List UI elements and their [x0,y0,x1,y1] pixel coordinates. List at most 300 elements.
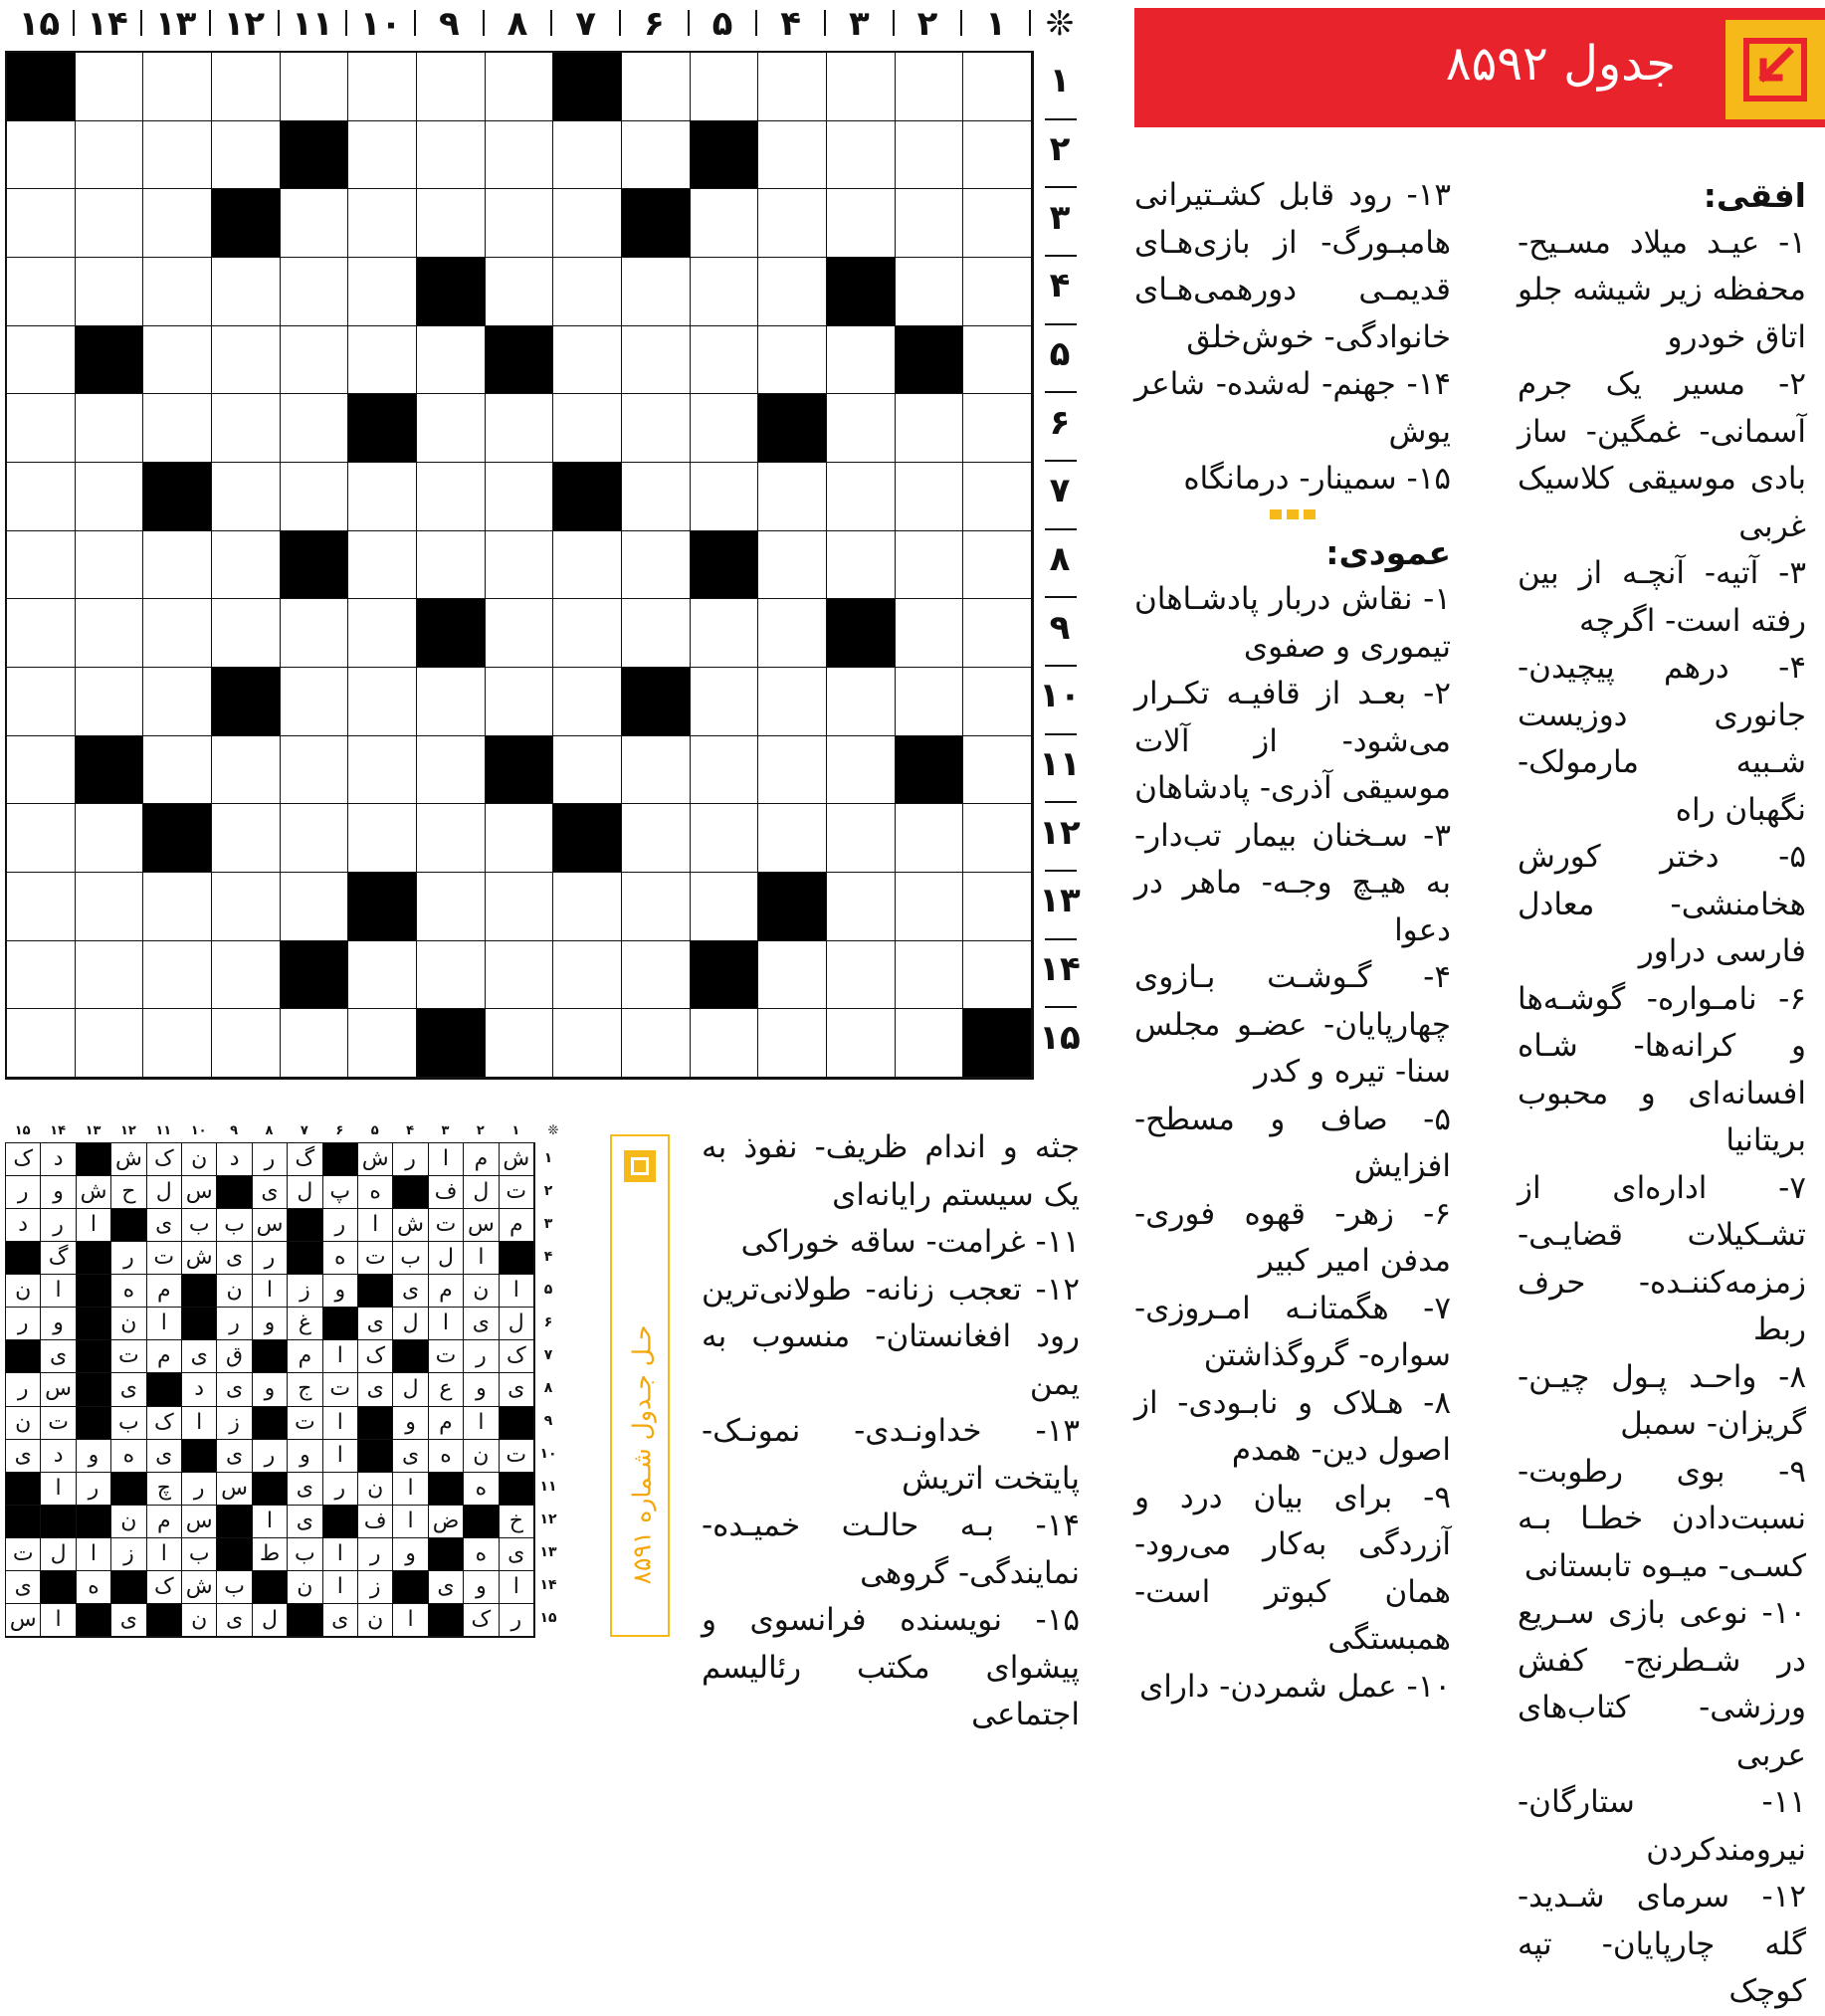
grid-cell[interactable] [691,258,759,326]
clue: ۱۳- خداونـدی- نمونـک- پایتخت اتریش [702,1413,1080,1497]
grid-cell[interactable] [76,531,144,600]
solution-column-number: ۵ [370,1123,379,1138]
grid-cell[interactable] [143,258,212,326]
solution-cell: ب [111,1407,146,1440]
grid-cell[interactable] [486,668,554,736]
black-cell [691,531,759,600]
row-number: ۶ [1049,402,1071,443]
grid-cell[interactable] [486,121,554,190]
grid-cell[interactable] [622,394,691,463]
grid-cell[interactable] [212,941,281,1010]
grid-cell[interactable] [896,941,964,1010]
grid-cell[interactable] [281,1009,349,1078]
solution-cell: ا [323,1407,358,1440]
grid-cell[interactable] [827,668,896,736]
solution-cell: ت [6,1538,41,1571]
grid-cell[interactable] [486,258,554,326]
grid-cell[interactable] [758,53,827,121]
solution-cell: س [6,1604,41,1637]
grid-cell[interactable] [143,1009,212,1078]
solution-black-cell [6,1340,41,1373]
solution-cell: ش [500,1143,534,1176]
grid-cell[interactable] [212,531,281,600]
solution-cell: ا [41,1275,76,1308]
solution-black-cell [111,1571,146,1604]
grid-cell[interactable] [896,1009,964,1078]
grid-cell[interactable] [348,531,417,600]
grid-cell[interactable] [896,121,964,190]
grid-cell[interactable] [553,599,622,668]
solution-cell: ب [217,1209,252,1242]
grid-cell[interactable] [758,258,827,326]
solution-cell: ه [429,1440,464,1473]
grid-cell[interactable] [348,326,417,395]
grid-cell[interactable] [553,873,622,941]
grid-cell[interactable] [417,873,486,941]
grid-cell[interactable] [417,668,486,736]
grid-cell[interactable] [758,121,827,190]
solution-column-number: ۲ [476,1123,485,1138]
row-number: ۳ [1049,197,1071,238]
solution-black-cell [77,1242,111,1275]
grid-cell[interactable] [212,121,281,190]
grid-cell[interactable] [827,121,896,190]
grid-cell[interactable] [486,1009,554,1078]
grid-cell[interactable] [691,736,759,805]
row-separator [1045,801,1077,803]
grid-cell[interactable] [622,463,691,531]
grid-cell[interactable] [486,394,554,463]
grid-cell[interactable] [691,326,759,395]
grid-cell[interactable] [7,668,76,736]
grid-cell[interactable] [691,599,759,668]
solution-cell: ت [500,1440,534,1473]
grid-cell[interactable] [486,941,554,1010]
row-separator [1045,118,1077,120]
grid-cell[interactable] [212,258,281,326]
grid-cell[interactable] [281,804,349,873]
grid-cell[interactable] [553,736,622,805]
grid-cell[interactable] [963,394,1032,463]
clue: ۲- مسیر یک جرم آسمانی- غمگین- ساز بادی موسیقی کلاسیک غربی [1518,366,1806,544]
grid-cell[interactable] [143,189,212,258]
grid-cell[interactable] [896,258,964,326]
solution-cell: س [182,1506,217,1538]
solution-cell: ک [6,1143,41,1176]
grid-cell[interactable] [758,1009,827,1078]
column-number: ۷ [575,4,597,44]
grid-cell[interactable] [622,531,691,600]
grid-cell[interactable] [963,189,1032,258]
grid-cell[interactable] [143,53,212,121]
grid-cell[interactable] [348,804,417,873]
grid-cell[interactable] [7,463,76,531]
row-numbers [1035,51,1085,1076]
grid-cell[interactable] [827,53,896,121]
grid-cell[interactable] [7,258,76,326]
grid-cell[interactable] [758,941,827,1010]
grid-cell[interactable] [963,531,1032,600]
grid-cell[interactable] [963,121,1032,190]
solution-cell: و [464,1373,499,1406]
black-cell [281,941,349,1010]
solution-cell: ی [393,1440,428,1473]
crossword-grid[interactable] [5,51,1034,1080]
grid-cell[interactable] [758,668,827,736]
grid-cell[interactable] [963,941,1032,1010]
grid-cell[interactable] [212,873,281,941]
solution-cell: ا [429,1308,464,1340]
solution-black-cell [500,1473,534,1506]
grid-cell[interactable] [963,258,1032,326]
solution-cell: ا [323,1440,358,1473]
grid-cell[interactable] [76,258,144,326]
grid-cell[interactable] [76,189,144,258]
grid-cell[interactable] [553,326,622,395]
grid-cell[interactable] [622,736,691,805]
solution-cell: س [464,1209,499,1242]
grid-cell[interactable] [143,736,212,805]
solution-black-cell [288,1604,322,1637]
grid-cell[interactable] [963,873,1032,941]
column-number: ۲ [916,4,938,44]
grid-cell[interactable] [758,189,827,258]
grid-cell[interactable] [486,53,554,121]
row-number: ۲ [1049,129,1071,169]
grid-cell[interactable] [417,531,486,600]
grid-cell[interactable] [417,189,486,258]
row-separator [1045,186,1077,188]
solution-cell: ن [217,1275,252,1308]
grid-cell[interactable] [486,599,554,668]
grid-cell[interactable] [143,326,212,395]
grid-cell[interactable] [76,53,144,121]
solution-row-number: ۹ [543,1413,553,1430]
grid-cell[interactable] [827,326,896,395]
grid-cell[interactable] [348,668,417,736]
grid-cell[interactable] [691,189,759,258]
solution-cell: ا [464,1242,499,1275]
solution-label-box [610,1134,670,1637]
grid-cell[interactable] [486,189,554,258]
grid-cell[interactable] [622,599,691,668]
solution-row-number: ۱۰ [539,1446,557,1463]
grid-cell[interactable] [7,873,76,941]
solution-cell: ر [77,1473,111,1506]
solution-black-cell [253,1473,288,1506]
grid-cell[interactable] [76,668,144,736]
grid-cell[interactable] [143,531,212,600]
grid-cell[interactable] [143,941,212,1010]
grid-cell[interactable] [76,463,144,531]
black-cell [76,736,144,805]
solution-cell: د [6,1209,41,1242]
solution-cell: ا [77,1209,111,1242]
grid-cell[interactable] [76,873,144,941]
black-cell [553,53,622,121]
row-number: ۱۵ [1039,1017,1081,1058]
grid-cell[interactable] [827,394,896,463]
row-number: ۱۲ [1039,812,1081,853]
grid-cell[interactable] [553,1009,622,1078]
grid-cell[interactable] [691,804,759,873]
grid-cell[interactable] [417,53,486,121]
grid-cell[interactable] [553,668,622,736]
solution-black-cell [77,1340,111,1373]
grid-cell[interactable] [212,326,281,395]
grid-cell[interactable] [827,1009,896,1078]
solution-cell: ر [41,1209,76,1242]
solution-cell: ر [323,1209,358,1242]
solution-black-cell [358,1407,393,1440]
solution-cell: ق [217,1340,252,1373]
grid-cell[interactable] [417,736,486,805]
grid-cell[interactable] [622,53,691,121]
grid-cell[interactable] [691,873,759,941]
solution-cell: ت [41,1407,76,1440]
column-number: ۳ [848,4,870,44]
grid-cell[interactable] [896,53,964,121]
black-cell [417,599,486,668]
grid-cell[interactable] [486,804,554,873]
grid-cell[interactable] [281,873,349,941]
column-number: ۴ [780,4,802,44]
clue: ۵- دختر کورش هخامنشی- معادل فارسی دراور [1518,839,1806,969]
grid-cell[interactable] [486,531,554,600]
grid-cell[interactable] [691,394,759,463]
solution-black-cell [147,1373,182,1406]
grid-cell[interactable] [827,463,896,531]
grid-cell[interactable] [281,736,349,805]
grid-cell[interactable] [7,941,76,1010]
solution-cell: ر [253,1242,288,1275]
grid-cell[interactable] [896,463,964,531]
grid-cell[interactable] [143,599,212,668]
grid-cell[interactable] [827,941,896,1010]
grid-cell[interactable] [76,1009,144,1078]
grid-cell[interactable] [896,599,964,668]
solution-cell: ل [393,1308,428,1340]
grid-cell[interactable] [281,53,349,121]
grid-cell[interactable] [622,941,691,1010]
grid-cell[interactable] [7,121,76,190]
grid-cell[interactable] [486,463,554,531]
solution-column-number: ۱ [511,1123,520,1138]
grid-cell[interactable] [553,189,622,258]
grid-cell[interactable] [827,189,896,258]
grid-cell[interactable] [896,804,964,873]
grid-cell[interactable] [281,668,349,736]
grid-cell[interactable] [896,873,964,941]
grid-cell[interactable] [212,463,281,531]
grid-cell[interactable] [76,804,144,873]
grid-cell[interactable] [417,804,486,873]
row-separator [1045,528,1077,530]
solution-black-cell [6,1506,41,1538]
grid-cell[interactable] [7,326,76,395]
grid-cell[interactable] [281,189,349,258]
solution-cell: ا [500,1275,534,1308]
grid-cell[interactable] [348,941,417,1010]
solution-cell: م [429,1407,464,1440]
grid-cell[interactable] [758,463,827,531]
grid-cell[interactable] [212,394,281,463]
solution-row-number: ۴ [543,1248,553,1265]
solution-black-cell [253,1407,288,1440]
solution-cell: ش [393,1209,428,1242]
solution-cell: ک [147,1143,182,1176]
solution-black-cell [111,1209,146,1242]
grid-cell[interactable] [553,121,622,190]
grid-cell[interactable] [896,668,964,736]
grid-cell[interactable] [758,736,827,805]
grid-cell[interactable] [553,258,622,326]
grid-cell[interactable] [553,941,622,1010]
grid-cell[interactable] [143,873,212,941]
solution-cell: د [182,1373,217,1406]
solution-cell: ش [182,1571,217,1604]
grid-cell[interactable] [212,53,281,121]
grid-cell[interactable] [963,326,1032,395]
grid-cell[interactable] [758,599,827,668]
grid-cell[interactable] [76,394,144,463]
grid-cell[interactable] [348,463,417,531]
grid-cell[interactable] [143,121,212,190]
grid-cell[interactable] [622,1009,691,1078]
grid-cell[interactable] [417,326,486,395]
solution-black-cell [500,1407,534,1440]
star-icon: ❊ [1045,4,1075,44]
grid-cell[interactable] [212,804,281,873]
grid-cell[interactable] [691,668,759,736]
solution-cell: ب [288,1538,322,1571]
grid-cell[interactable] [348,121,417,190]
solution-cell: ی [147,1440,182,1473]
solution-column-number: ۳ [441,1123,450,1138]
grid-cell[interactable] [281,394,349,463]
solution-black-cell [393,1571,428,1604]
grid-cell[interactable] [622,804,691,873]
grid-cell[interactable] [691,463,759,531]
solution-cell: ن [358,1604,393,1637]
grid-cell[interactable] [76,941,144,1010]
grid-cell[interactable] [963,463,1032,531]
grid-cell[interactable] [896,531,964,600]
grid-cell[interactable] [417,941,486,1010]
solution-row-number: ۲ [543,1182,553,1199]
grid-cell[interactable] [417,394,486,463]
grid-cell[interactable] [963,804,1032,873]
grid-cell[interactable] [827,873,896,941]
grid-cell[interactable] [7,1009,76,1078]
grid-cell[interactable] [281,463,349,531]
grid-cell[interactable] [758,531,827,600]
grid-cell[interactable] [758,804,827,873]
grid-cell[interactable] [348,189,417,258]
grid-cell[interactable] [622,258,691,326]
grid-cell[interactable] [212,736,281,805]
solution-cell: ر [217,1308,252,1340]
grid-cell[interactable] [622,326,691,395]
grid-cell[interactable] [281,258,349,326]
black-cell [76,326,144,395]
grid-cell[interactable] [486,873,554,941]
solution-cell: ی [6,1440,41,1473]
solution-black-cell [464,1506,499,1538]
grid-cell[interactable] [143,394,212,463]
grid-cell[interactable] [76,599,144,668]
grid-cell[interactable] [348,1009,417,1078]
solution-cell: ی [182,1340,217,1373]
solution-cell: ی [217,1604,252,1637]
black-cell [212,668,281,736]
grid-cell[interactable] [758,326,827,395]
grid-cell[interactable] [827,531,896,600]
grid-cell[interactable] [76,121,144,190]
black-cell [963,1009,1032,1078]
grid-cell[interactable] [212,599,281,668]
grid-cell[interactable] [963,53,1032,121]
grid-cell[interactable] [963,668,1032,736]
grid-cell[interactable] [281,599,349,668]
grid-cell[interactable] [691,1009,759,1078]
grid-cell[interactable] [212,1009,281,1078]
solution-column-number: ۹ [230,1123,239,1138]
grid-cell[interactable] [896,189,964,258]
grid-cell[interactable] [553,394,622,463]
grid-cell[interactable] [7,804,76,873]
grid-cell[interactable] [553,531,622,600]
grid-cell[interactable] [963,736,1032,805]
grid-cell[interactable] [143,668,212,736]
solution-cell: و [323,1275,358,1308]
grid-cell[interactable] [622,873,691,941]
grid-cell[interactable] [7,599,76,668]
grid-cell[interactable] [281,326,349,395]
solution-cell: ل [429,1242,464,1275]
grid-cell[interactable] [7,394,76,463]
grid-cell[interactable] [417,463,486,531]
row-separator [1045,391,1077,393]
row-number: ۷ [1049,471,1071,511]
grid-cell[interactable] [896,394,964,463]
clue-heading: افقی: [1703,176,1806,215]
row-separator [1045,733,1077,735]
solution-cell: ی [429,1571,464,1604]
grid-cell[interactable] [7,736,76,805]
grid-cell[interactable] [348,53,417,121]
grid-cell[interactable] [348,258,417,326]
solution-row-number: ۵ [543,1281,553,1298]
column-number: ۹ [438,4,460,44]
grid-cell[interactable] [348,599,417,668]
grid-cell[interactable] [622,121,691,190]
grid-cell[interactable] [348,736,417,805]
grid-cell[interactable] [963,599,1032,668]
solution-cell: ت [500,1176,534,1209]
solution-row-number: ۱۲ [539,1512,557,1528]
grid-cell[interactable] [7,189,76,258]
grid-cell[interactable] [827,804,896,873]
column-number: ۵ [711,4,733,44]
grid-cell[interactable] [7,531,76,600]
solution-black-cell [253,1340,288,1373]
solution-cell: و [393,1407,428,1440]
grid-cell[interactable] [691,53,759,121]
clue: ۴- درهم پیچیدن- جانوری دوزیست شـبیه مارمولک- نگهبان راه [1518,650,1806,828]
grid-cell[interactable] [827,736,896,805]
grid-cell[interactable] [417,121,486,190]
